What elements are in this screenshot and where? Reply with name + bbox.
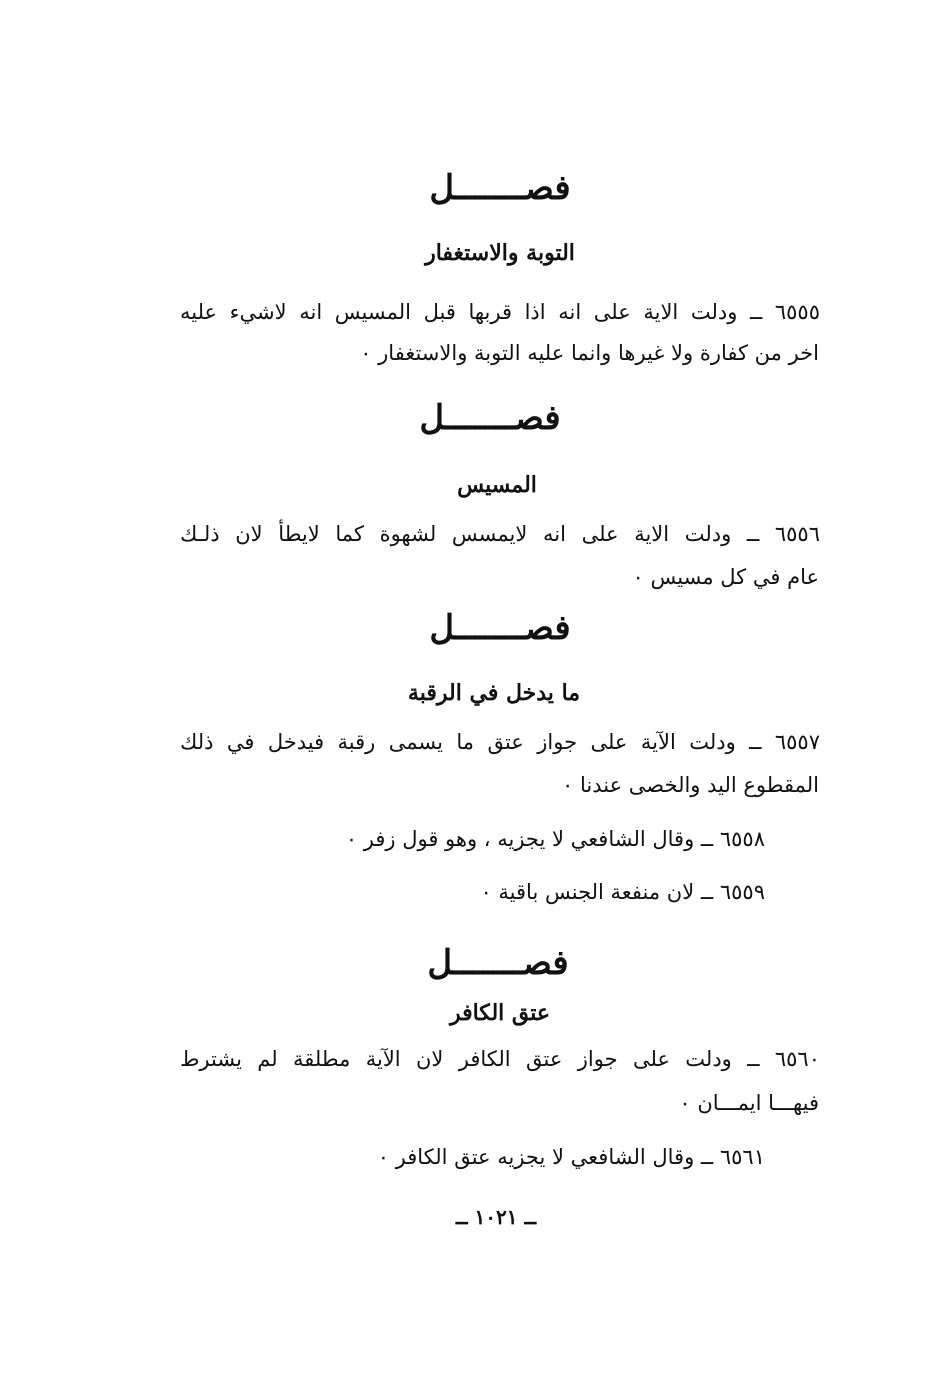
section-heading: فصـــــــل <box>419 398 561 438</box>
section-heading: فصـــــــل <box>429 168 571 208</box>
section-title: ما يدخل في الرقبة <box>407 680 581 706</box>
paragraph-line: ٦٥٥٥ ــ ودلت الاية على انه اذا قربها قبل المسيس انه لاشيء عليه <box>180 300 820 324</box>
paragraph-line: عام في كل مسيس ٠ <box>632 565 819 589</box>
section-title: المسيس <box>457 472 537 498</box>
page-number: ــ ١٠٢١ ــ <box>455 1205 537 1229</box>
paragraph-line: ٦٥٦١ ــ وقال الشافعي لا يجزيه عتق الكافر ٠ <box>377 1145 765 1169</box>
paragraph-line: ٦٥٥٦ ــ ودلت الاية على انه لايمسس لشهوة كما لايطأ لان ذلـك <box>180 522 820 546</box>
section-heading: فصـــــــل <box>427 943 569 983</box>
paragraph-line: فيهـــا ايمـــان ٠ <box>679 1091 819 1115</box>
section-heading: فصـــــــل <box>429 608 571 648</box>
paragraph-line: ٦٥٦٠ ــ ودلت على جواز عتق الكافر لان الآية مطلقة لم يشترط <box>180 1047 820 1071</box>
section-title: التوبة والاستغفار <box>425 240 575 266</box>
paragraph-line: ٦٥٥٨ ــ وقال الشافعي لا يجزيه ، وهو قول زفر ٠ <box>345 827 765 851</box>
paragraph-line: اخر من كفارة ولا غيرها وانما عليه التوبة والاستغفار ٠ <box>360 341 819 365</box>
section-title: عتق الكافر <box>449 1000 551 1026</box>
paragraph-line: المقطوع اليد والخصى عندنا ٠ <box>562 773 819 797</box>
paragraph-line: ٦٥٥٧ ــ ودلت الآية على جواز عتق ما يسمى رقبة فيدخل في ذلك <box>180 730 820 754</box>
paragraph-line: ٦٥٥٩ ــ لان منفعة الجنس باقية ٠ <box>480 880 765 904</box>
